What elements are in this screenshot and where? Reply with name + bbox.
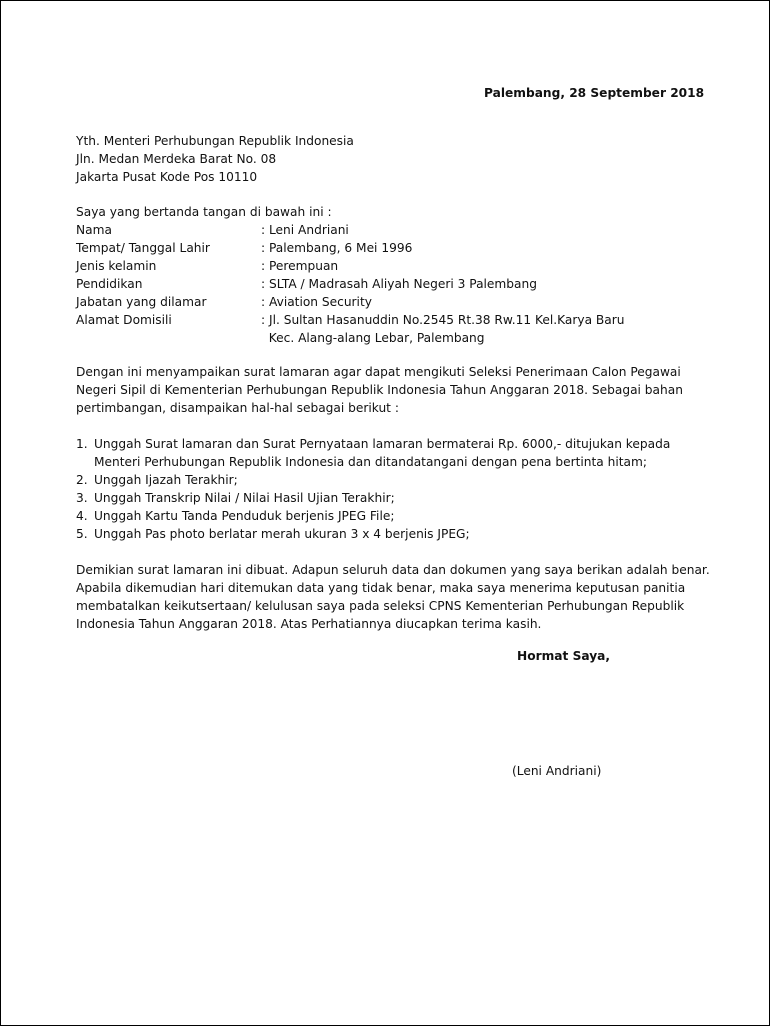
field-row: [76, 239, 696, 257]
list-item: [76, 507, 716, 525]
paragraph-intro: Dengan ini menyampaikan surat lamaran agar dapat mengikuti Seleksi Penerimaan Calon Pegawai Negeri Sipil di Kementerian Perhubungan Republik Indonesia Tahun Anggaran 2018. Sebagai bahan pertimbangan, disampaikan hal-hal sebagai berikut :: [76, 365, 683, 415]
field-label: Alamat Domisili: [76, 313, 172, 327]
closing-salutation: Hormat Saya,: [517, 649, 611, 663]
recipient-line: Jln. Medan Merdeka Barat No. 08: [76, 152, 277, 166]
field-row: [76, 257, 696, 275]
list-number: 2.: [76, 473, 88, 487]
signer-name: (Leni Andriani): [512, 764, 602, 778]
list-text: Unggah Ijazah Terakhir;: [94, 473, 238, 487]
field-row: [76, 293, 696, 311]
field-label: Nama: [76, 223, 112, 237]
list-text: Unggah Transkrip Nilai / Nilai Hasil Ujian Terakhir;: [94, 491, 395, 505]
field-value: Kec. Alang-alang Lebar, Palembang: [261, 331, 485, 345]
field-row: [76, 329, 696, 347]
field-row: [76, 311, 696, 329]
list-number: 1.: [76, 437, 88, 451]
field-label: Tempat/ Tanggal Lahir: [76, 241, 210, 255]
field-label: Pendidikan: [76, 277, 143, 291]
recipient-address: [76, 132, 354, 186]
list-text: Unggah Kartu Tanda Penduduk berjenis JPEG File;: [94, 509, 395, 523]
field-value: : Palembang, 6 Mei 1996: [261, 241, 413, 255]
field-value: : Leni Andriani: [261, 223, 349, 237]
requirements-list: [76, 435, 716, 543]
paragraph-closing: Demikian surat lamaran ini dibuat. Adapun seluruh data dan dokumen yang saya berikan adalah benar. Apabila dikemudian hari ditemukan data yang tidak benar, maka saya menerima keputusan panitia membatalkan keikutsertaan/ kelulusan saya pada seleksi CPNS Kementerian Perhubungan Republik Indonesia Tahun Anggaran 2018. Atas Perhatiannya diucapkan terima kasih.: [76, 563, 710, 631]
list-item: [76, 489, 716, 507]
list-item: [76, 435, 716, 453]
list-text: Unggah Pas photo berlatar merah ukuran 3 x 4 berjenis JPEG;: [94, 527, 470, 541]
field-value: : Perempuan: [261, 259, 339, 273]
list-number: 3.: [76, 491, 88, 505]
field-label: Jabatan yang dilamar: [76, 295, 207, 309]
list-text: Menteri Perhubungan Republik Indonesia dan ditandatangani dengan pena bertinta hitam;: [94, 455, 647, 469]
list-text: Unggah Surat lamaran dan Surat Pernyataan lamaran bermaterai Rp. 6000,- ditujukan kepada: [94, 437, 671, 451]
field-value: : SLTA / Madrasah Aliyah Negeri 3 Palembang: [261, 277, 537, 291]
intro-text: Saya yang bertanda tangan di bawah ini :: [76, 205, 332, 219]
list-item: [76, 471, 716, 489]
list-item: [76, 525, 716, 543]
field-label: Jenis kelamin: [76, 259, 157, 273]
recipient-line: Jakarta Pusat Kode Pos 10110: [76, 170, 258, 184]
list-number: 5.: [76, 527, 88, 541]
field-value: : Jl. Sultan Hasanuddin No.2545 Rt.38 Rw.11 Kel.Karya Baru: [261, 313, 625, 327]
list-item-continuation: [76, 453, 716, 471]
field-value: : Aviation Security: [261, 295, 372, 309]
applicant-fields: [76, 221, 696, 347]
letter-date: Palembang, 28 September 2018: [484, 86, 705, 100]
list-number: 4.: [76, 509, 88, 523]
field-row: [76, 221, 696, 239]
recipient-line: Yth. Menteri Perhubungan Republik Indonesia: [76, 134, 354, 148]
field-row: [76, 275, 696, 293]
